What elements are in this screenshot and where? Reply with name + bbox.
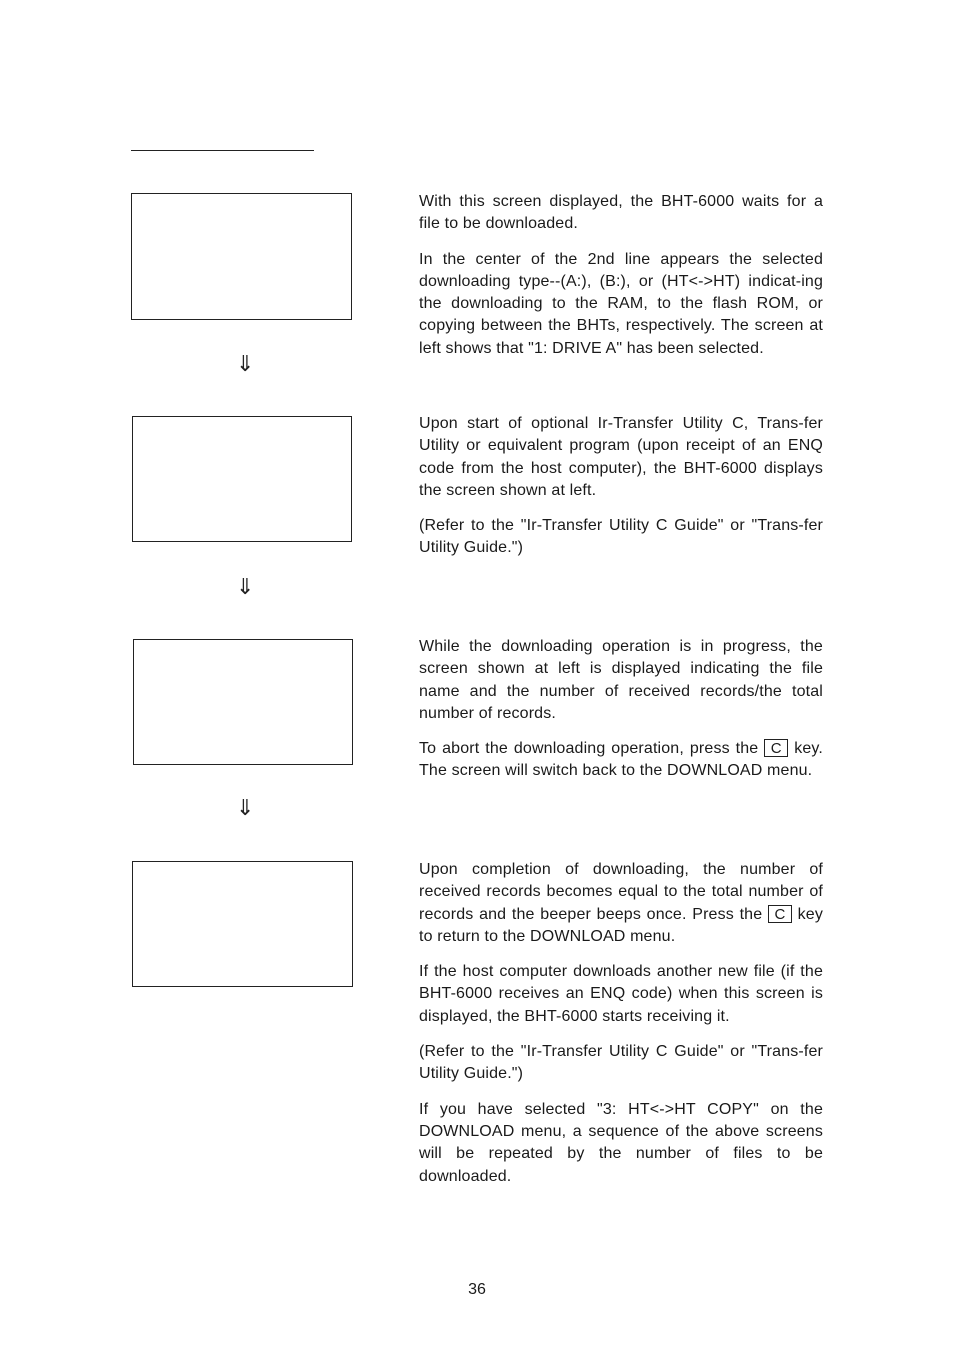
paragraph: If the host computer downloads another new file (if the BHT-6000 receives an ENQ code) when this screen is displayed, the BHT-6000 starts receiving it. [419,963,823,1025]
abort-paragraph [419,738,823,783]
section-2-text [419,413,823,573]
section-4-text [419,859,823,1201]
down-arrow-icon: ⇓ [236,352,255,377]
c-key-icon: C [764,739,788,757]
screen-complete [132,861,353,987]
paragraph: Upon start of optional Ir-Transfer Utility C, Trans-fer Utility or equivalent program (upon receipt of an ENQ code from the host computer), the BHT-6000 displays the screen shown at left. [419,415,823,499]
text-run: key. The screen will switch back to the DOWNLOAD menu. [419,740,823,780]
paragraph: In the center of the 2nd line appears the selected downloading type--(A:), (B:), or (HT<->HT) indicat-ing the downloading to the RAM, to the flash ROM, or copying between the BHTs, respectively. The screen at left shows that "1: DRIVE A" has been selected. [419,250,823,357]
screen-waiting [131,193,352,320]
paragraph: With this screen displayed, the BHT-6000 waits for a file to be downloaded. [419,193,823,233]
section-3-text [419,636,823,796]
down-arrow-icon: ⇓ [236,575,255,600]
text-run: To abort the downloading operation, press the [419,740,759,758]
down-arrow-icon: ⇓ [236,796,255,821]
text-run: Upon completion of downloading, the number of received records becomes equal to the total number of records and the beeper beeps once. Press the [419,861,823,923]
paragraph: (Refer to the "Ir-Transfer Utility C Guide" or "Trans-fer Utility Guide.") [419,1043,823,1083]
section-1-text [419,191,823,373]
paragraph: (Refer to the "Ir-Transfer Utility C Guide" or "Trans-fer Utility Guide.") [419,517,823,557]
screen-enq-received [132,416,352,542]
screen-downloading [133,639,353,765]
paragraph: If you have selected "3: HT<->HT COPY" on the DOWNLOAD menu, a sequence of the above screens will be repeated by the number of files to be downloaded. [419,1100,823,1185]
c-key-icon: C [768,905,792,923]
paragraph: While the downloading operation is in progress, the screen shown at left is displayed indicating the file name and the number of received records/the total number of records. [419,638,823,722]
text-run: key to return to the DOWNLOAD menu. [419,905,823,945]
page-number: 36 [468,1281,486,1298]
section-heading-rule [131,150,314,151]
completion-paragraph [419,859,823,948]
